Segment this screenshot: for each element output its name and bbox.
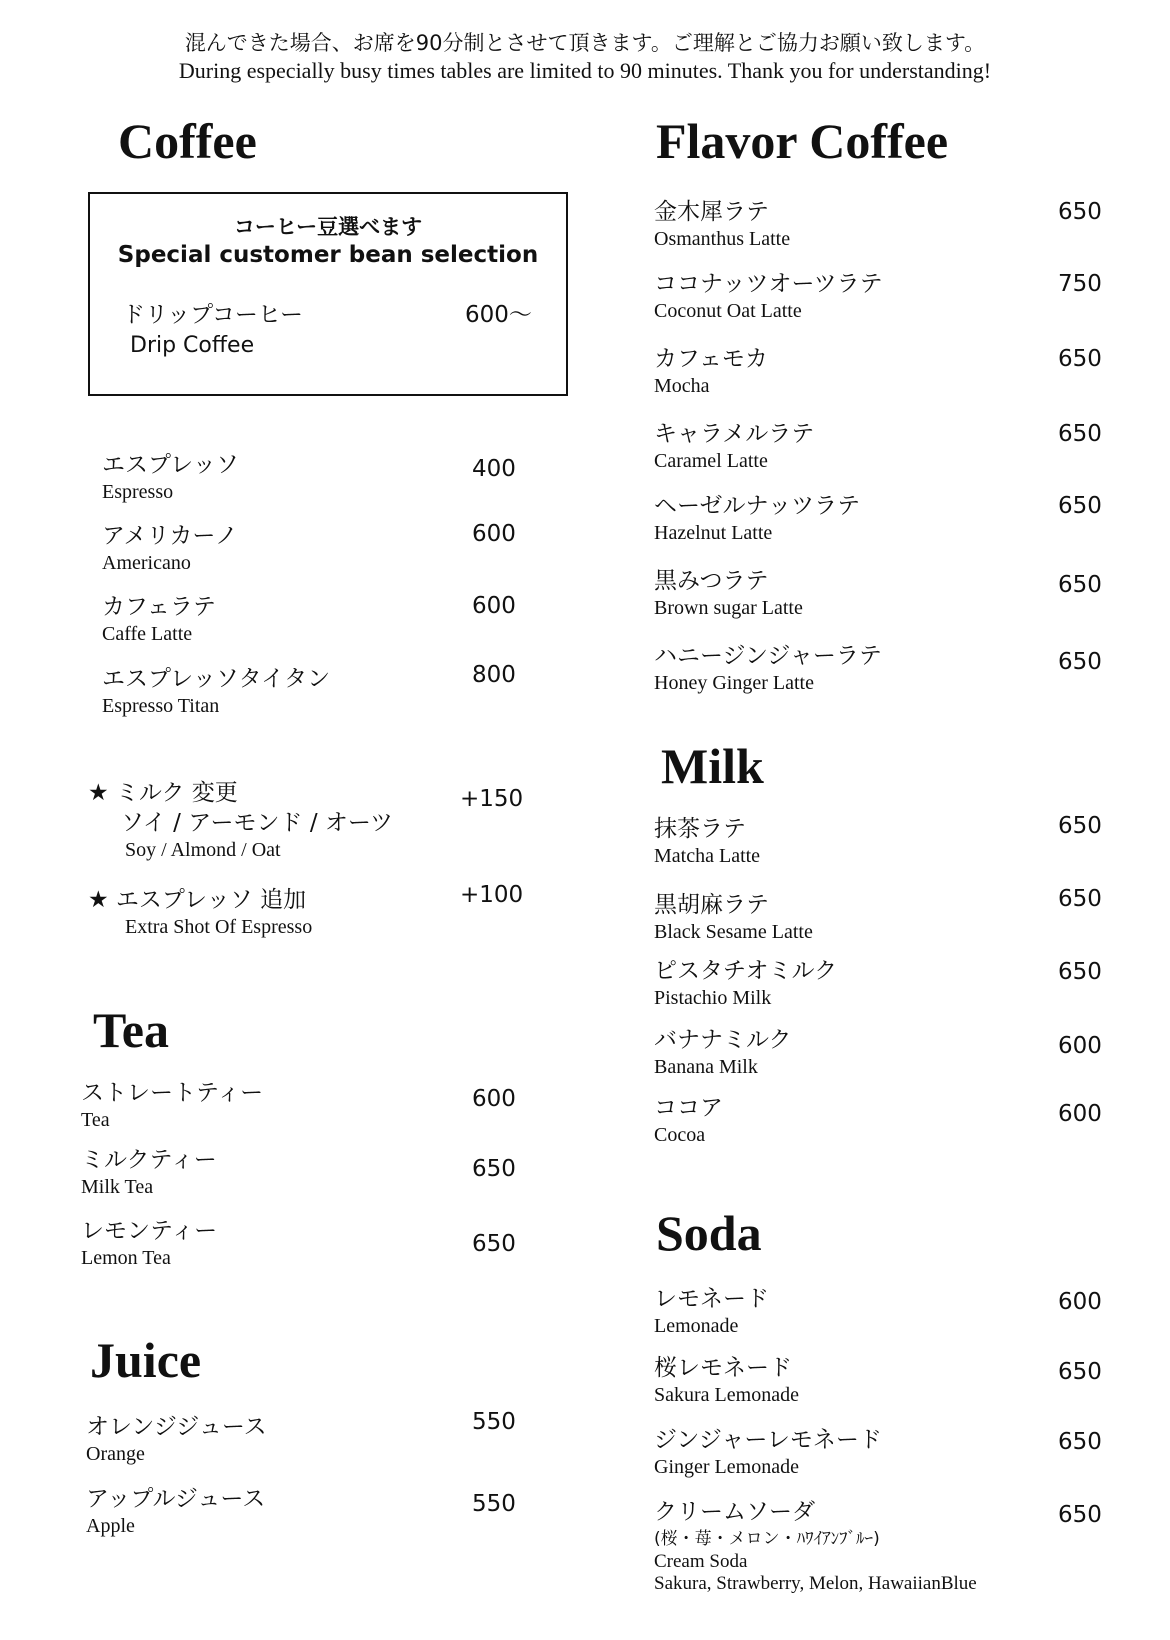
item-name-en: Black Sesame Latte [654,921,813,943]
busy-time-notice [0,28,1170,84]
item-price: 650 [1058,346,1102,372]
option-name-jp: ★ エスプレッソ 追加 [88,887,307,913]
item-name-jp: ヘーゼルナッツラテ [654,493,861,519]
item-name-jp: ピスタチオミルク [654,958,838,984]
option-price: +100 [460,882,524,908]
menu-item [654,491,860,545]
item-name-jp: バナナミルク [654,1027,792,1053]
soda-heading: Soda [656,1205,762,1261]
item-price: 650 [472,1156,516,1182]
item-name-en: Brown sugar Latte [654,597,803,619]
menu-item [654,1353,799,1407]
item-name-en: Osmanthus Latte [654,228,791,250]
item-name-jp: クリームソーダ [654,1499,815,1525]
menu-item [654,1497,977,1595]
item-name-jp: エスプレッソ [102,452,239,478]
item-price: 650 [1058,199,1102,225]
item-price: 600 [1058,1033,1102,1059]
item-price: 650 [1058,813,1102,839]
item-price: 800 [472,662,516,688]
drip-coffee-price: 600～ [465,302,532,328]
item-name-en: Honey Ginger Latte [654,672,814,694]
item-name-jp: ストレートティー [81,1080,264,1106]
menu-item [654,1093,723,1147]
item-name-en: Tea [81,1109,110,1131]
item-price: 650 [1058,1429,1102,1455]
item-name-en: Lemonade [654,1315,739,1337]
item-name-en: Caffe Latte [102,623,193,645]
menu-item [86,1412,267,1466]
item-name-jp: 黒胡麻ラテ [654,892,769,918]
item-name-jp: ココナッツオーツラテ [654,271,883,297]
item-name-en: Matcha Latte [654,845,761,867]
item-name-jp: ハニージンジャーラテ [654,643,882,669]
option-sub-jp: ソイ / アーモンド / オーツ [121,810,393,836]
item-flavors-en: Sakura, Strawberry, Melon, HawaiianBlue [654,1573,977,1594]
menu-item [102,592,216,646]
menu-item [81,1216,217,1270]
item-name-en: Cream Soda [654,1551,748,1572]
item-price: 750 [1058,271,1102,297]
menu-item [81,1078,263,1132]
item-name-jp: ココア [654,1095,723,1121]
item-name-jp: 桜レモネード [654,1355,792,1381]
menu-item [102,450,239,504]
item-price: 600 [472,1086,516,1112]
item-price: 650 [472,1231,516,1257]
item-price: 650 [1058,421,1102,447]
menu-item [654,956,837,1010]
item-price: 550 [472,1409,516,1435]
item-name-en: Lemon Tea [81,1247,171,1269]
menu-item [654,344,768,398]
menu-item [86,1484,265,1538]
milk-change-option [88,778,393,862]
extra-shot-option [88,885,312,939]
menu-item [654,1025,792,1079]
item-price: 600 [472,593,516,619]
drip-coffee-jp: ドリップコーヒー [122,302,304,328]
tea-heading: Tea [93,1002,169,1058]
item-name-jp: ジンジャーレモネード [654,1427,882,1453]
item-name-jp: レモンティー [81,1218,218,1244]
item-name-jp: 金木犀ラテ [654,199,769,225]
flavor-coffee-heading: Flavor Coffee [656,113,949,169]
menu-item [654,641,882,695]
menu-item [654,1425,882,1479]
item-name-jp: アメリカーノ [102,523,238,549]
item-name-jp: 黒みつラテ [654,568,769,594]
menu-item [654,890,813,944]
item-price: 600 [1058,1101,1102,1127]
menu-item [654,419,814,473]
notice-jp: 混んできた場合、お席を90分制とさせて頂きます。ご理解とご協力お願い致します。 [184,31,986,55]
item-price: 650 [1058,572,1102,598]
menu-item [654,814,760,868]
item-name-jp: 抹茶ラテ [654,816,746,842]
milk-heading: Milk [661,738,764,794]
notice-en: During especially busy times tables are limited to 90 minutes. Thank you for understanding! [178,58,992,83]
juice-heading: Juice [90,1332,202,1388]
option-name-en: Soy / Almond / Oat [125,839,281,861]
item-name-en: Orange [86,1443,145,1465]
item-price: 650 [1058,1502,1102,1528]
item-name-en: Milk Tea [81,1176,154,1198]
item-name-en: Pistachio Milk [654,987,772,1009]
bean-selection-box [88,192,568,396]
coffee-heading: Coffee [118,113,257,169]
item-price: 550 [472,1491,516,1517]
item-name-en: Coconut Oat Latte [654,300,802,322]
menu-item [102,521,238,575]
item-name-jp: カフェモカ [654,346,768,372]
menu-item [654,1284,769,1338]
item-name-jp: レモネード [654,1286,769,1312]
option-price: +150 [460,786,524,812]
item-name-en: Apple [86,1515,135,1537]
item-price: 600 [472,521,516,547]
item-name-en: Sakura Lemonade [654,1384,799,1406]
item-name-en: Espresso Titan [102,695,220,717]
item-name-jp: オレンジジュース [86,1414,267,1440]
item-price: 400 [472,456,516,482]
menu-item [654,197,790,251]
item-name-en: Caramel Latte [654,450,768,472]
menu-item [102,664,330,718]
item-price: 650 [1058,886,1102,912]
item-name-en: Banana Milk [654,1056,758,1078]
item-name-jp: ミルクティー [81,1147,217,1173]
item-price: 650 [1058,493,1102,519]
menu-item [654,269,883,323]
item-price: 650 [1058,959,1102,985]
item-name-jp: キャラメルラテ [654,421,815,447]
option-name-en: Extra Shot Of Espresso [125,916,313,938]
item-name-jp: エスプレッソタイタン [102,666,331,692]
item-name-jp: カフェラテ [102,594,216,620]
item-name-en: Cocoa [654,1124,706,1146]
item-name-en: Hazelnut Latte [654,522,773,544]
item-price: 650 [1058,1359,1102,1385]
item-price: 600 [1058,1289,1102,1315]
menu-item [654,566,803,620]
bean-box-title-en: Special customer bean selection [117,242,539,268]
item-flavors-jp: (桜・苺・メロン・ﾊﾜｲｱﾝﾌﾞﾙｰ) [654,1529,880,1549]
item-name-en: Espresso [102,481,174,503]
item-name-jp: アップルジュース [86,1486,266,1512]
item-name-en: Americano [102,552,191,574]
drip-coffee-en: Drip Coffee [130,333,255,358]
option-name-jp: ★ ミルク 変更 [88,780,238,806]
item-name-en: Ginger Lemonade [654,1456,799,1478]
item-price: 650 [1058,649,1102,675]
bean-box-title-jp: コーヒー豆選べます [233,215,423,239]
menu-item [81,1145,217,1199]
item-name-en: Mocha [654,375,710,397]
